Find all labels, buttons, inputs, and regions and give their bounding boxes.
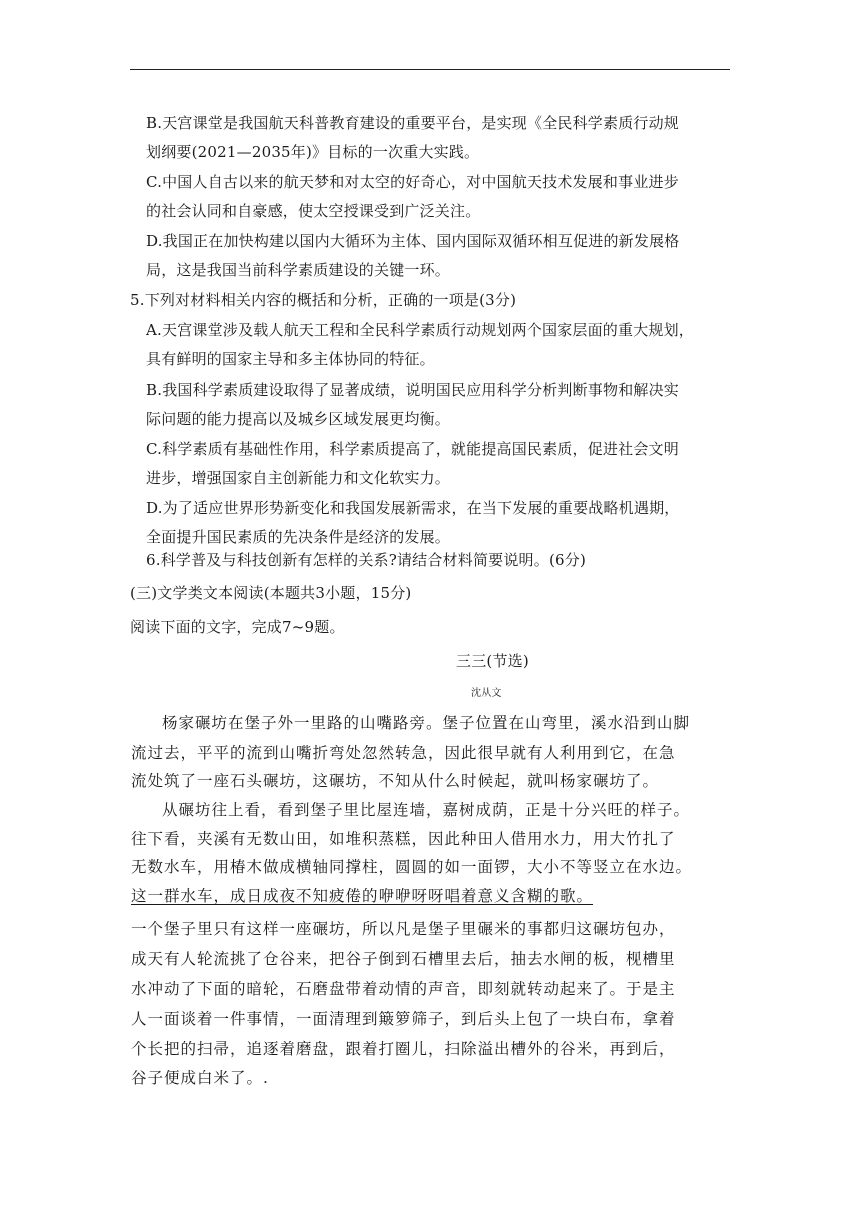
- q5-option-b-line1: B.我国科学素质建设取得了显著成绩，说明国民应用科学分析判断事物和解决实: [146, 381, 679, 399]
- passage-p1-line2: 流过去，平平的流到山嘴折弯处忽然转急，因此很早就有人利用到它，在急: [131, 744, 676, 762]
- passage-title: 三三(节选): [456, 652, 529, 670]
- passage-p2-line3: 无数水车，用椿木做成横轴同撑柱，圆圆的如一面锣，大小不等竖立在水边。: [131, 858, 693, 876]
- q6-stem: 6.科学普及与科技创新有怎样的关系?请结合材料简要说明。(6分): [146, 551, 587, 569]
- q5-option-a-line2: 具有鲜明的国家主导和多主体协同的特征。: [146, 350, 435, 368]
- section-heading: (三)文学类文本阅读(本题共3小题，15分): [130, 584, 412, 602]
- passage-p3-line3: 水冲动了下面的暗轮，石磨盘带着动情的声音，即刻就转动起来了。于是主: [131, 980, 676, 998]
- header-rule: [130, 69, 730, 70]
- passage-p1-line3: 流处筑了一座石头碾坊，这碾坊，不知从什么时候起，就叫杨家碾坊了。: [131, 772, 660, 790]
- q5-option-d-line2: 全面提升国民素质的先决条件是经济的发展。: [146, 528, 451, 546]
- q5-option-b-line2: 际问题的能力提高以及城乡区域发展更均衡。: [146, 410, 451, 428]
- q5-option-d-line1: D.为了适应世界形势新变化和我国发展新需求，在当下发展的重要战略机遇期，: [146, 499, 680, 517]
- q4-option-d-line2: 局，这是我国当前科学素质建设的关键一环。: [146, 261, 451, 279]
- passage-p2-line2: 往下看，夹溪有无数山田，如堆积蒸糕，因此种田人借用水力，用大竹扎了: [131, 830, 676, 848]
- q5-option-c-line2: 进步，增强国家自主创新能力和文化软实力。: [146, 469, 451, 487]
- passage-p3-line2: 成天有人轮流挑了仓谷来，把谷子倒到石槽里去后，抽去水闸的板，枧槽里: [131, 950, 676, 968]
- passage-p2-line4-underlined: 这一群水车，成日成夜不知疲倦的咿咿呀呀唱着意义含糊的歌。: [131, 887, 594, 905]
- passage-p1-line1: 杨家碾坊在堡子外一里路的山嘴路旁。堡子位置在山弯里，溪水沿到山脚: [162, 714, 691, 732]
- passage-p2-line1: 从碾坊往上看，看到堡子里比屋连墙，嘉树成荫，正是十分兴旺的样子。: [162, 801, 691, 819]
- q5-option-a-line1: A.天宫课堂涉及载人航天工程和全民科学素质行动规划两个国家层面的重大规划，: [146, 321, 695, 339]
- q5-option-c-line1: C.科学素质有基础性作用，科学素质提高了，就能提高国民素质，促进社会文明: [146, 440, 679, 458]
- q4-option-c-line1: C.中国人自古以来的航天梦和对太空的好奇心，对中国航天技术发展和事业进步: [146, 173, 679, 191]
- q4-option-c-line2: 的社会认同和自豪感，使太空授课受到广泛关注。: [146, 202, 481, 220]
- passage-p3-line6: 谷子便成白米了。.: [131, 1069, 269, 1087]
- q4-option-b-line2: 划纲要(2021—2035年)》目标的一次重大实践。: [146, 143, 480, 161]
- reading-instruction: 阅读下面的文字，完成7~9题。: [130, 618, 345, 636]
- passage-author: 沈从文: [471, 688, 502, 699]
- q5-stem: 5.下列对材料相关内容的概括和分析，正确的一项是(3分): [130, 291, 517, 309]
- passage-p3-line1: 一个堡子里只有这样一座碾坊，所以凡是堡子里碾米的事都归这碾坊包办，: [131, 920, 676, 938]
- passage-p3-line5: 个长把的扫帚，追逐着磨盘，跟着打圈儿，扫除溢出槽外的谷米，再到后，: [131, 1040, 676, 1058]
- q4-option-d-line1: D.我国正在加快构建以国内大循环为主体、国内国际双循环相互促进的新发展格: [146, 232, 680, 250]
- passage-p3-line4: 人一面谈着一件事情，一面清理到簸箩筛子，到后头上包了一块白布，拿着: [131, 1010, 676, 1028]
- q4-option-b-line1: B.天宫课堂是我国航天科普教育建设的重要平台，是实现《全民科学素质行动规: [146, 114, 679, 132]
